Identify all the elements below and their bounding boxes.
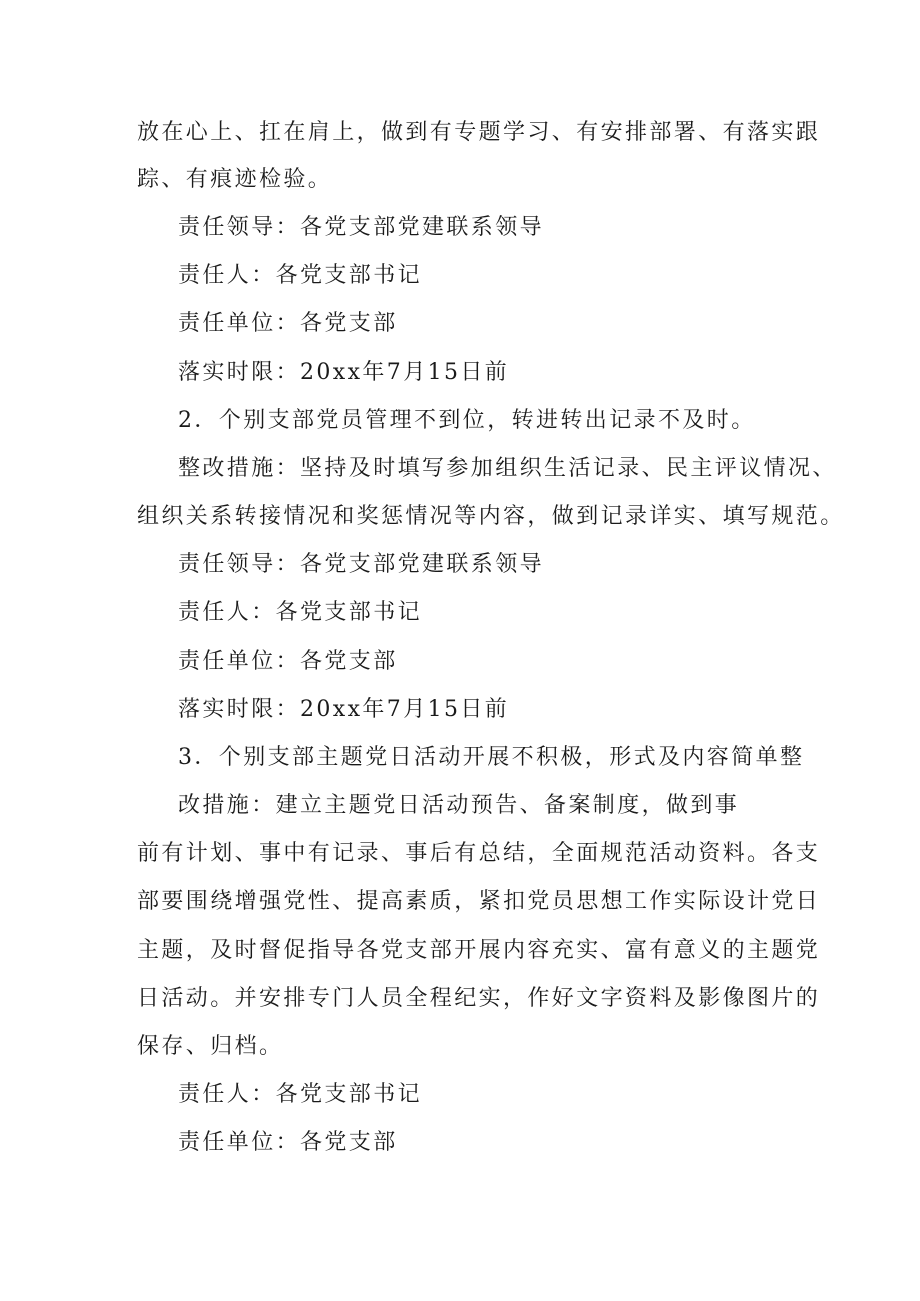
responsible-unit-line: 责任单位：各党支部 bbox=[178, 649, 398, 674]
body-text-line: 主题，及时督促指导各党支部开展内容充实、富有意义的主题党 bbox=[137, 938, 821, 963]
responsible-person-line: 责任人：各党支部书记 bbox=[178, 600, 423, 625]
body-text-line: 整改措施：坚持及时填写参加组织生活记录、民主评议情况、 bbox=[178, 456, 837, 481]
deadline-line: 落实时限：20xx年7月15日前 bbox=[178, 360, 510, 385]
responsible-leader-line: 责任领导：各党支部党建联系领导 bbox=[178, 552, 545, 577]
body-text-line: 改措施：建立主题党日活动预告、备案制度，做到事 bbox=[178, 793, 740, 818]
body-text-line: 踪、有痕迹检验。 bbox=[137, 167, 333, 192]
item-heading: 3．个别支部主题党日活动开展不积极，形式及内容简单整 bbox=[178, 745, 805, 770]
body-text-line: 部要围绕增强党性、提高素质，紧扣党员思想工作实际设计党日 bbox=[137, 889, 821, 914]
responsible-unit-line: 责任单位：各党支部 bbox=[178, 1130, 398, 1155]
responsible-person-line: 责任人：各党支部书记 bbox=[178, 1082, 423, 1107]
body-text-line: 保存、归档。 bbox=[137, 1034, 284, 1059]
responsible-person-line: 责任人：各党支部书记 bbox=[178, 263, 423, 288]
body-text-line: 前有计划、事中有记录、事后有总结，全面规范活动资料。各支 bbox=[137, 841, 821, 866]
deadline-line: 落实时限：20xx年7月15日前 bbox=[178, 697, 510, 722]
body-text-line: 日活动。并安排专门人员全程纪实，作好文字资料及影像图片的 bbox=[137, 986, 821, 1011]
item-heading: 2．个别支部党员管理不到位，转进转出记录不及时。 bbox=[178, 408, 756, 433]
body-text-line: 放在心上、扛在肩上，做到有专题学习、有安排部署、有落实跟 bbox=[137, 120, 821, 145]
body-text-line: 组织关系转接情况和奖惩情况等内容，做到记录详实、填写规范。 bbox=[137, 504, 845, 529]
responsible-leader-line: 责任领导：各党支部党建联系领导 bbox=[178, 215, 545, 240]
responsible-unit-line: 责任单位：各党支部 bbox=[178, 311, 398, 336]
